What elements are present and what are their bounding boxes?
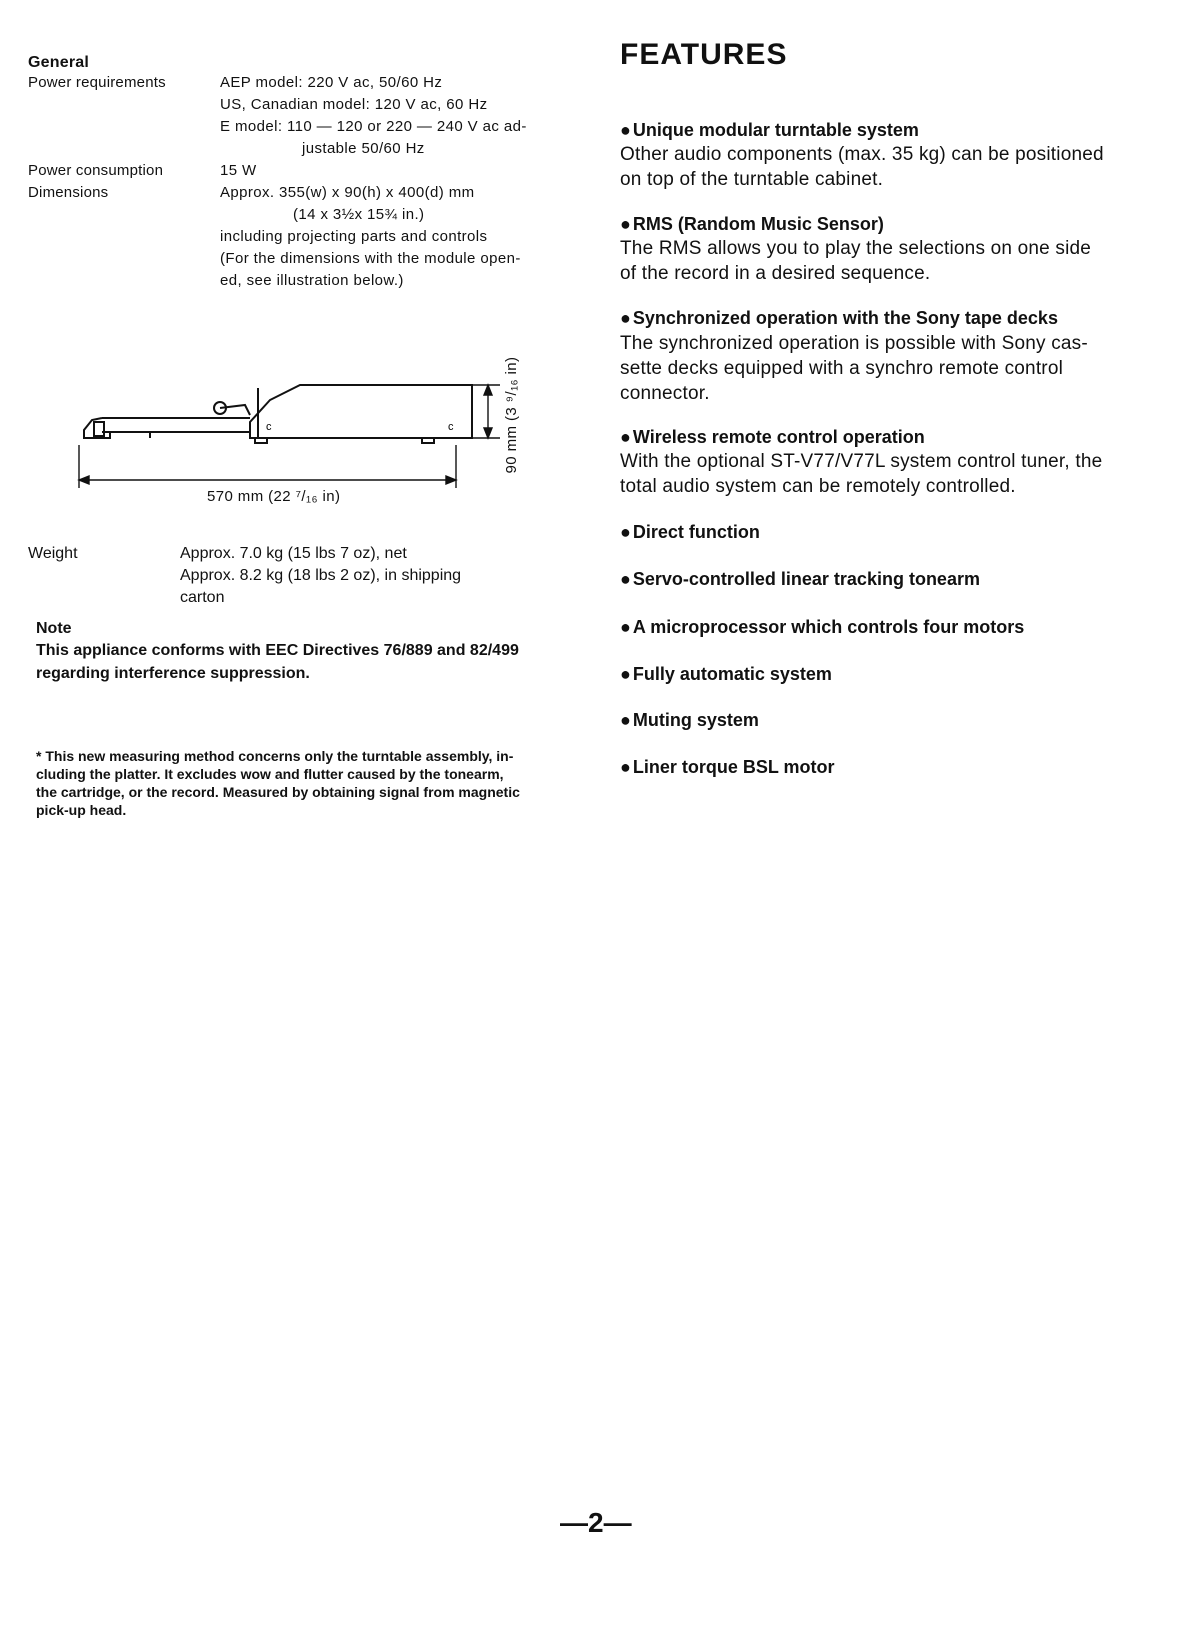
feature-body-line: total audio system can be remotely controlled. [620,476,1016,497]
feature-title: ● Muting system [620,710,759,730]
feature-title: ● Direct function [620,522,760,542]
feature-body-line: of the record in a desired sequence. [620,263,931,284]
width-dimension-label: 570 mm (22 ⁷/₁₆ in) [207,488,341,505]
feature-body-line: sette decks equipped with a synchro remote control [620,358,1064,379]
cabinet-foot [255,438,267,443]
bullet-icon: ● [620,569,631,589]
page-number: —2— [560,1507,632,1538]
bullet-icon: ● [620,757,631,777]
footnote-line: pick-up head. [36,802,127,818]
feature-body-line: The synchronized operation is possible with Sony cas- [620,333,1088,354]
feature-title: ● RMS (Random Music Sensor) [620,214,884,234]
note-title: Note [36,620,72,637]
cabinet-foot [422,438,434,443]
section-general-title: General [28,54,89,71]
module-outline [84,418,250,438]
power-requirements-label: Power requirements [28,74,166,91]
svg-text:c: c [266,421,272,433]
weight-line: Approx. 8.2 kg (18 lbs 2 oz), in shipping [180,567,462,584]
feature-title: ● Servo-controlled linear tracking tonearm [620,569,980,589]
weight-line: Approx. 7.0 kg (15 lbs 7 oz), net [180,545,407,562]
bullet-icon: ● [620,617,631,637]
cabinet-outline [250,385,472,438]
footnote-line: the cartridge, or the record. Measured by obtaining signal from magnetic [36,784,520,800]
dimensions-label: Dimensions [28,184,109,201]
svg-text:c: c [448,421,454,433]
features-heading: FEATURES [620,38,788,71]
footnote-line: cluding the platter. It excludes wow and flutter caused by the tonearm, [36,766,504,782]
feature-body-line: on top of the turntable cabinet. [620,169,884,190]
weight-line: carton [180,589,225,606]
bullet-icon: ● [620,214,631,234]
power-requirements-line: justable 50/60 Hz [302,140,425,157]
dimensions-line: ed, see illustration below.) [220,272,404,289]
power-requirements-line: US, Canadian model: 120 V ac, 60 Hz [220,96,488,113]
feature-title: ● Unique modular turntable system [620,120,919,140]
feature-title: ● Liner torque BSL motor [620,757,835,777]
dimensions-line: Approx. 355(w) x 90(h) x 400(d) mm [220,184,475,201]
feature-body-line: With the optional ST-V77/V77L system control tuner, the [620,451,1103,472]
feature-body-line: Other audio components (max. 35 kg) can be positioned [620,144,1104,165]
feature-title: ● Fully automatic system [620,664,832,684]
footnote-line: * This new measuring method concerns only the turntable assembly, in- [36,748,514,764]
height-dimension-label: 90 mm (3 ⁹/₁₆ in) [503,356,520,474]
dimensions-line: (14 x 3½x 15¾ in.) [293,206,425,223]
feature-title: ● Synchronized operation with the Sony tape decks [620,308,1058,328]
bullet-icon: ● [620,664,631,684]
bullet-icon: ● [620,710,631,730]
power-consumption-value: 15 W [220,162,257,179]
dimensions-line: including projecting parts and controls [220,228,488,245]
power-consumption-label: Power consumption [28,162,164,179]
bullet-icon: ● [620,522,631,542]
bullet-icon: ● [620,308,631,328]
feature-title: ● Wireless remote control operation [620,427,925,447]
weight-label: Weight [28,545,78,562]
note-line: This appliance conforms with EEC Directives 76/889 and 82/499 [36,642,519,659]
power-requirements-line: AEP model: 220 V ac, 50/60 Hz [220,74,443,91]
module-handle [94,422,104,436]
feature-title: ● A microprocessor which controls four motors [620,617,1025,637]
feature-body-line: The RMS allows you to play the selections on one side [620,238,1092,259]
bullet-icon: ● [620,120,631,140]
dimensions-line: (For the dimensions with the module open- [220,250,521,267]
feature-body-line: connector. [620,383,710,404]
bullet-icon: ● [620,427,631,447]
power-requirements-line: E model: 110 — 120 or 220 — 240 V ac ad- [220,118,527,135]
note-line: regarding interference suppression. [36,665,310,682]
